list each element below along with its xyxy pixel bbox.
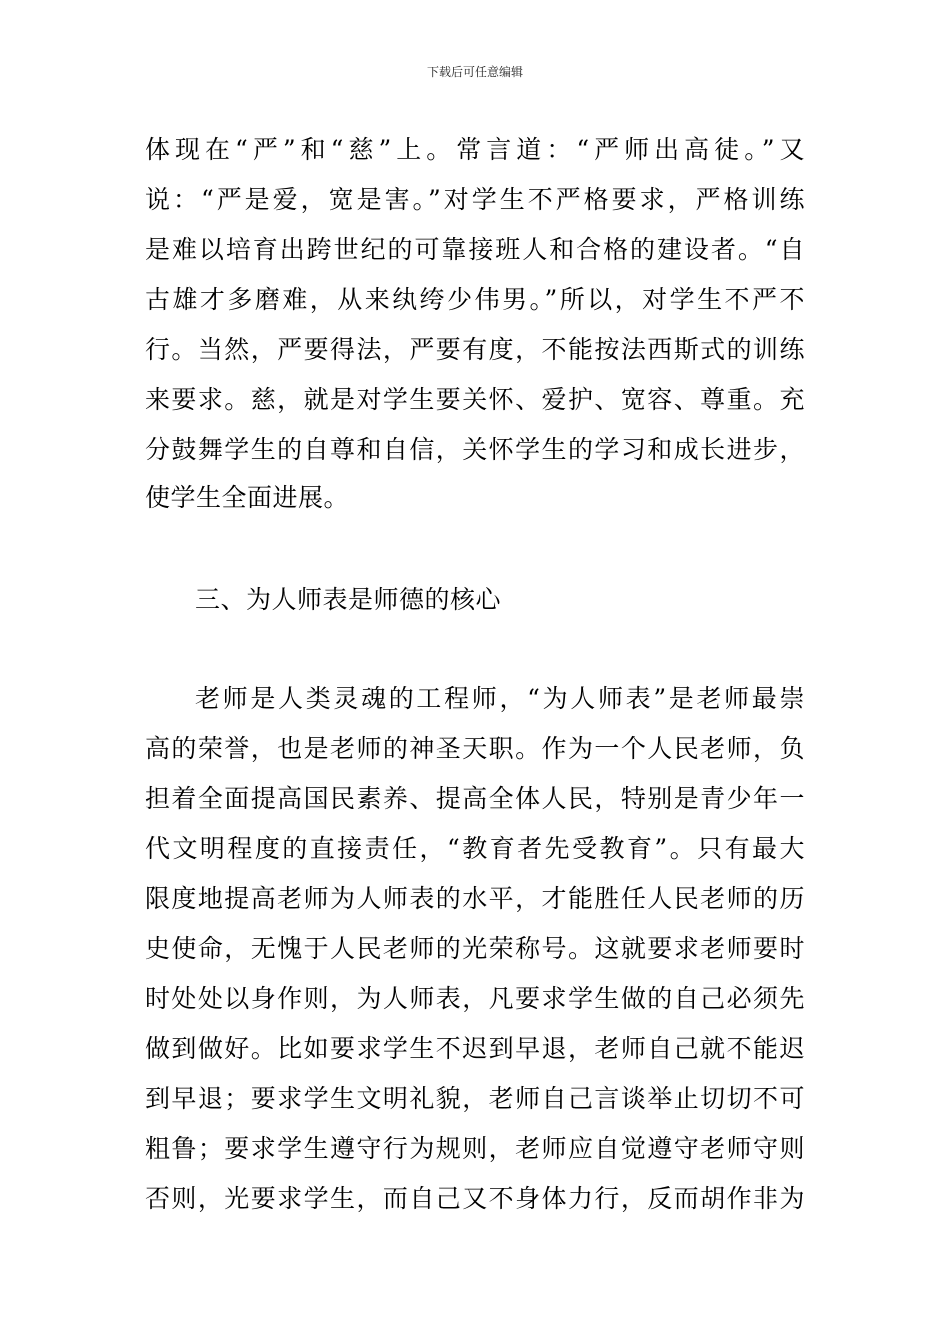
paragraph-line: 高的荣誉，也是老师的神圣天职。作为一个人民老师，负	[145, 734, 805, 763]
paragraph-line: 说：“严是爱，宽是害。”对学生不严格要求，严格训练	[145, 185, 805, 214]
paragraph-line: 行。当然，严要得法，严要有度，不能按法西斯式的训练	[145, 335, 805, 364]
paragraph-line: 否则，光要求学生，而自己又不身体力行，反而胡作非为	[145, 1184, 805, 1213]
paragraph-line: 粗鲁；要求学生遵守行为规则，老师应自觉遵守老师守则	[145, 1134, 805, 1163]
paragraph-line: 是难以培育出跨世纪的可靠接班人和合格的建设者。“自	[145, 235, 805, 264]
paragraph-line: 时处处以身作则，为人师表，凡要求学生做的自己必须先	[145, 984, 805, 1013]
paragraph-line: 使学生全面进展。	[145, 483, 350, 512]
paragraph-line: 老师是人类灵魂的工程师，“为人师表”是老师最崇	[195, 684, 805, 713]
paragraph-line: 分鼓舞学生的自尊和自信，关怀学生的学习和成长进步，	[145, 435, 805, 464]
paragraph-line: 到早退；要求学生文明礼貌，老师自己言谈举止切切不可	[145, 1084, 805, 1113]
section-heading: 三、为人师表是师德的核心	[195, 585, 502, 614]
paragraph-line: 古雄才多磨难，从来纨绔少伟男。”所以，对学生不严不	[145, 285, 805, 314]
paragraph-line: 史使命，无愧于人民老师的光荣称号。这就要求老师要时	[145, 934, 805, 963]
paragraph-line: 做到做好。比如要求学生不迟到早退，老师自己就不能迟	[145, 1034, 805, 1063]
page-header: 下载后可任意编辑	[426, 65, 523, 79]
paragraph-line: 体现在“严”和“慈”上。常言道：“严师出高徒。”又	[145, 135, 805, 164]
paragraph-line: 担着全面提高国民素养、提高全体人民，特别是青少年一	[145, 784, 805, 813]
paragraph-line: 来要求。慈，就是对学生要关怀、爱护、宽容、尊重。充	[145, 385, 805, 414]
paragraph-line: 代文明程度的直接责任，“教育者先受教育”。只有最大	[145, 834, 805, 863]
paragraph-line: 限度地提高老师为人师表的水平，才能胜任人民老师的历	[145, 884, 805, 913]
